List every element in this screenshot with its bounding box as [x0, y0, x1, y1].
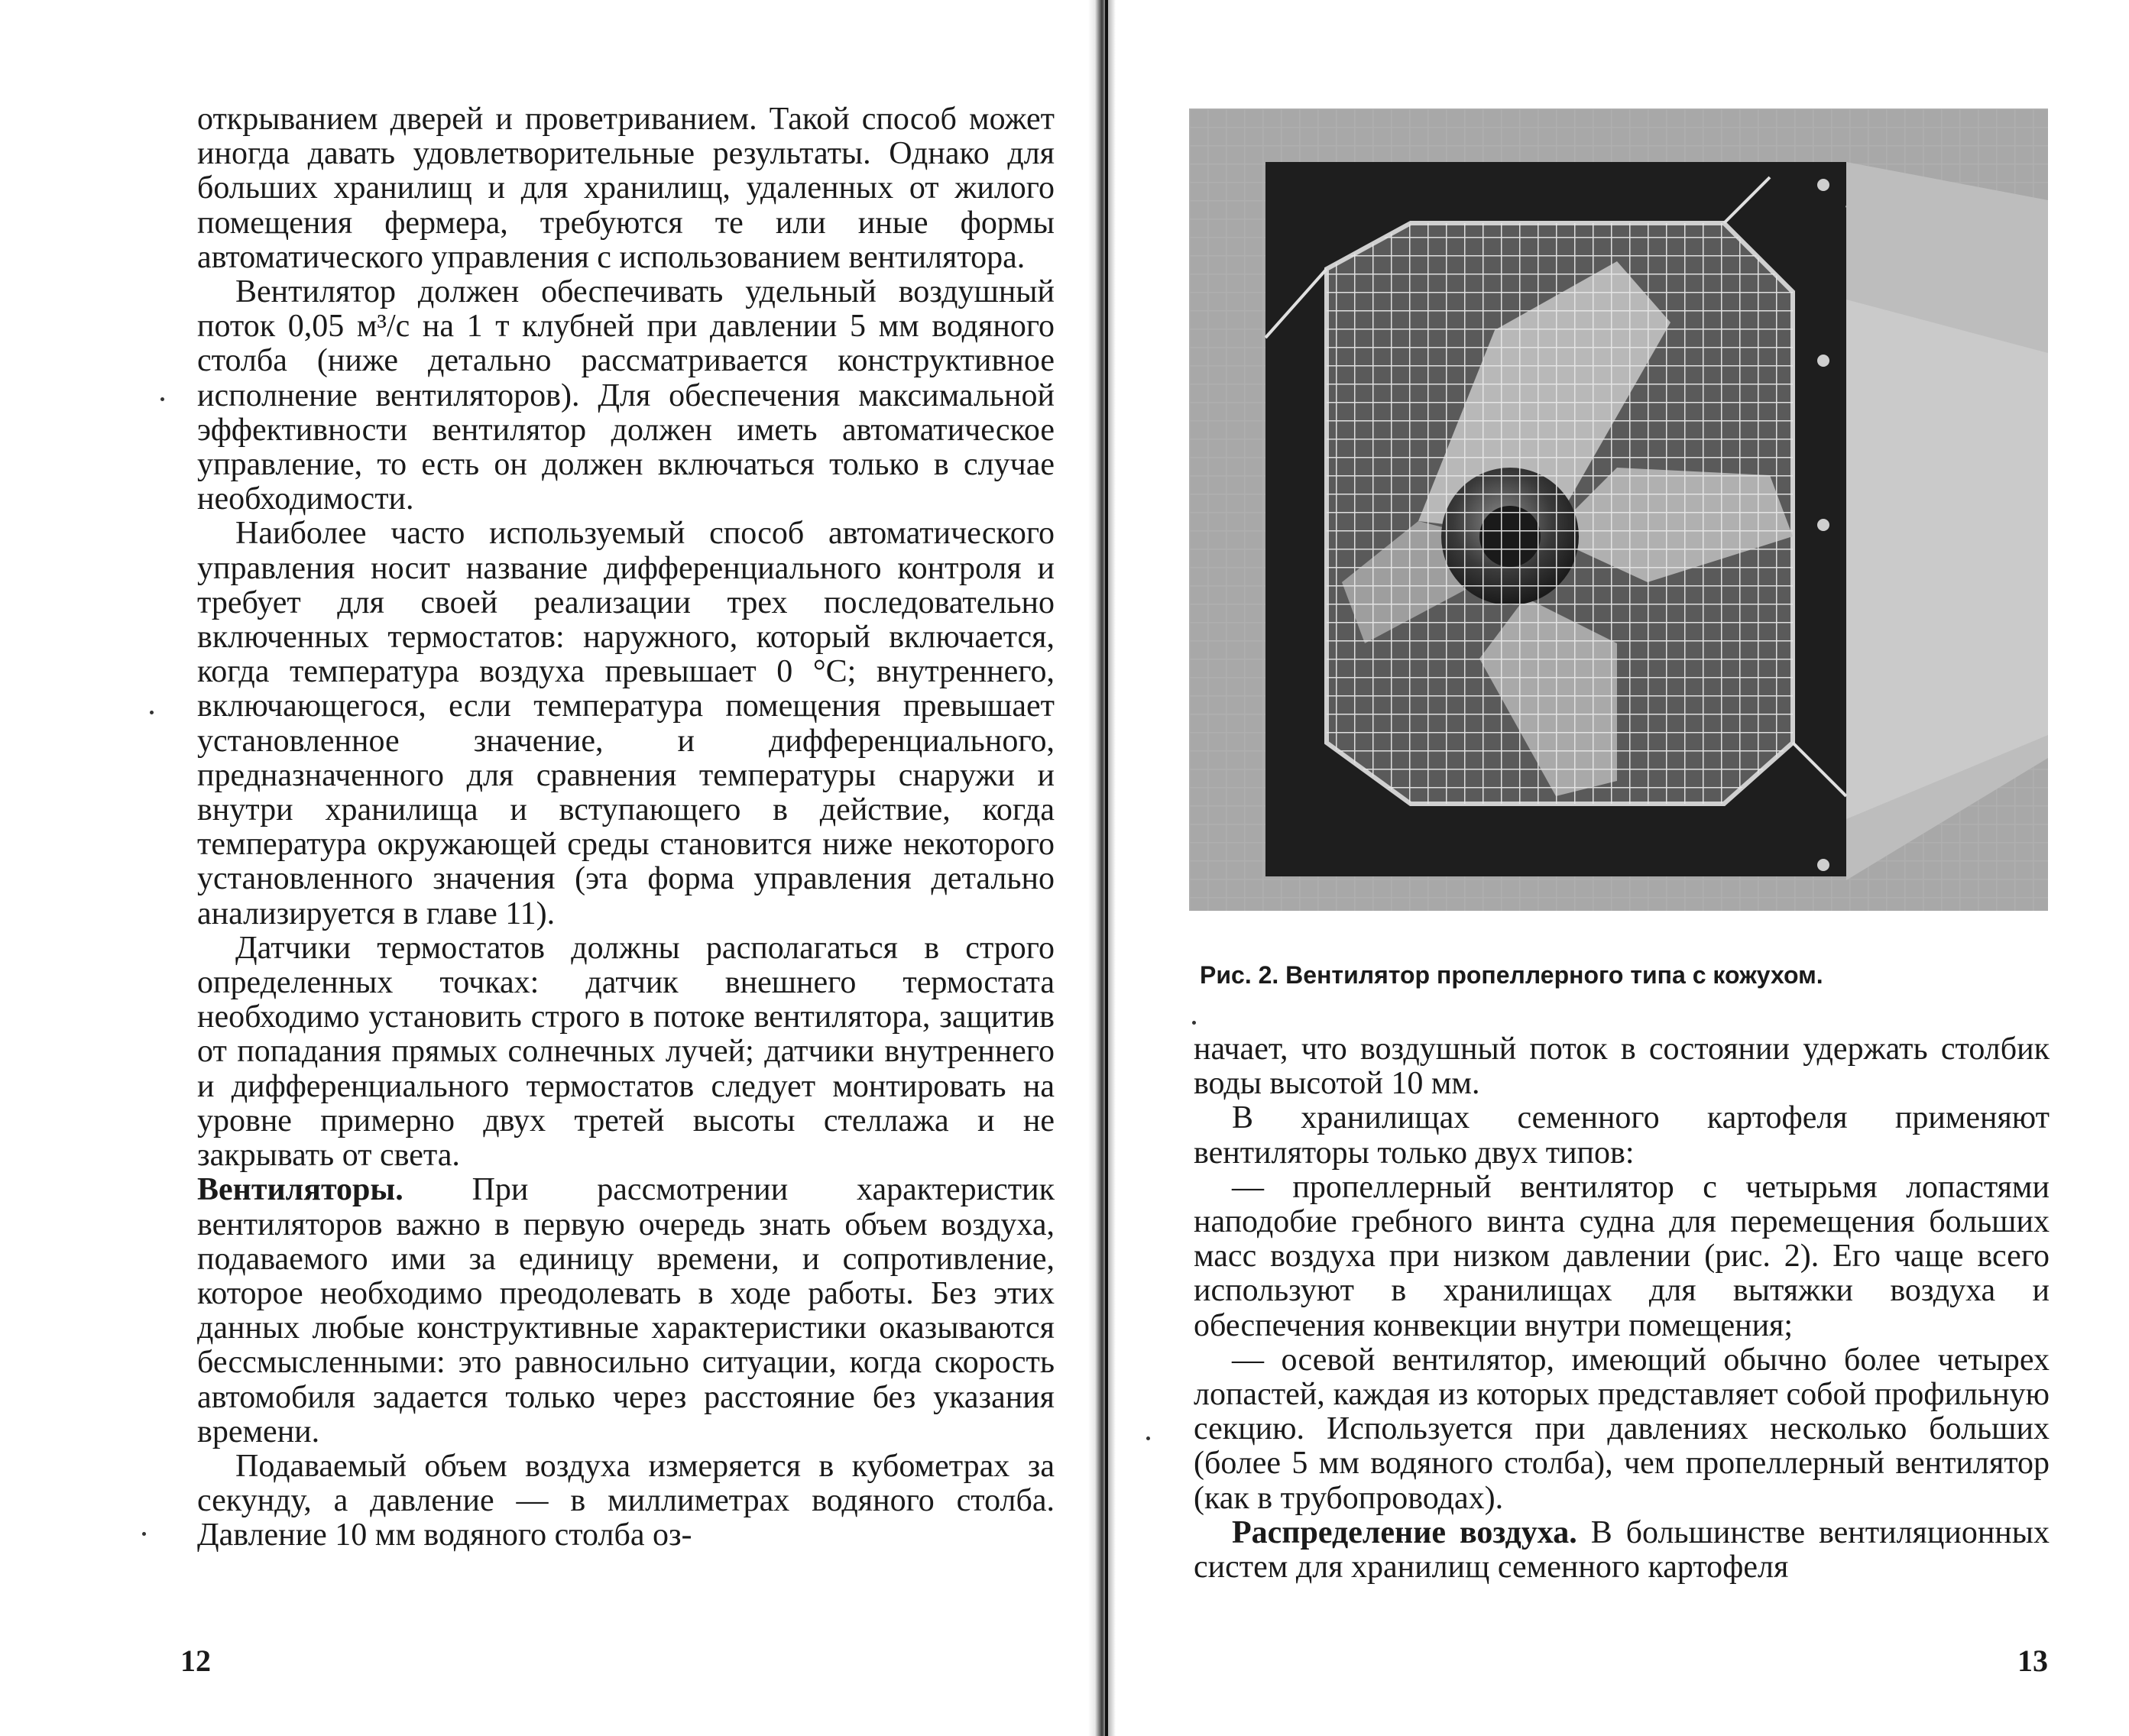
paragraph: открыванием дверей и проветриванием. Такой способ может иногда давать удовлетворительные результаты. Однако для больших хранилищ и для хранилищ, удаленных от жилого помещения фермера, требуются те или иные формы автоматического управления с использованием вентилятора.: [197, 102, 1055, 275]
figure-caption: Рис. 2. Вентилятор пропеллерного типа с кожухом.: [1200, 961, 1823, 989]
print-speck: [150, 711, 154, 714]
paragraph: Датчики термостатов должны располагаться в строго определенных точках: датчик внешнего термостата необходимо установить строго в потоке вентилятора, защитив от попадания прямых солнечных лучей; датчики внутреннего и дифференциального термостатов следует монтировать на уровне примерно двух третей высоты стеллажа и не закрывать от света.: [197, 930, 1055, 1174]
paragraph: Подаваемый объем воздуха измеряется в кубометрах за секунду, а давление — в миллиметрах водяного столба. Давление 10 мм водяного столба оз-: [197, 1448, 1055, 1553]
section-heading-fans: Вентиляторы.: [197, 1172, 403, 1208]
print-speck: [1146, 1436, 1150, 1440]
paragraph: [197, 1173, 1055, 1449]
print-speck: [142, 1532, 146, 1536]
left-page-body: [197, 102, 1055, 1553]
paragraph: [1194, 1516, 2050, 1585]
paragraph-text: При рассмотрении характеристик вентиляторов важно в первую очередь знать объем воздуха, подаваемого ими за единицу времени, и сопротивление, которое необходимо преодолевать в ходе работы. Без этих данных любые конструктивные характеристики оказываются бессмысленными: это равносильно ситуации, когда скорость автомобиля задается только через расстояние без указания времени.: [197, 1172, 1055, 1449]
right-page-body: [1194, 1032, 2050, 1585]
list-item: — осевой вентилятор, имеющий обычно более четырех лопастей, каждая из которых представляет собой профильную секцию. Используется при давлениях несколько больших (более 5 мм водяного столба), чем пропеллерный вентилятор (как в трубопроводах).: [1194, 1342, 2050, 1516]
paragraph: Вентилятор должен обеспечивать удельный воздушный поток 0,05 м³/с на 1 т клубней при давлении 5 мм водяного столба (ниже детально рассматривается конструктивное исполнение вентиляторов). Для обеспечения максимальной эффективности вентилятор должен иметь автоматическое управление, то есть он должен включаться только в случае необходимости.: [197, 274, 1055, 517]
gutter-fold-line: [1105, 0, 1108, 1736]
page-number-right: 13: [2017, 1644, 2048, 1678]
paragraph: начает, что воздушный поток в состоянии удержать столбик воды высотой 10 мм.: [1194, 1032, 2050, 1102]
print-speck: [160, 397, 164, 401]
fan-photo: [1189, 108, 2048, 911]
paragraph-text: В большинстве вентиляционных систем для хранилищ семенного картофеля: [1194, 1514, 2050, 1585]
print-speck: [1192, 1021, 1196, 1025]
book-gutter: [1088, 0, 1116, 1736]
list-item: — пропеллерный вентилятор с четырьмя лопастями наподобие гребного винта судна для перемещения больших масс воздуха при низком давлении (рис. 2). Его чаще всего используют в хранилищах для вытяжки воздуха и обеспечения конвекции внутри помещения;: [1194, 1169, 2050, 1343]
page-number-left: 12: [180, 1644, 211, 1678]
fan-illustration: [1189, 108, 2048, 911]
section-heading-air-distribution: Распределение воздуха.: [1232, 1514, 1577, 1550]
paragraph: Наиболее часто используемый способ автоматического управления носит название дифференциального контроля и требует для своей реализации трех последовательно включенных термостатов: наружного, который включается, когда температура воздуха превышает 0 °С; внутреннего, включающегося, если температура помещения превышает установленное значение, и дифференциального, предназначенного для сравнения температуры снаружи и внутри хранилища и вступающего в действие, когда температура окружающей среды становится ниже некоторого установленного значения (эта форма управления детально анализируется в главе 11).: [197, 516, 1055, 931]
paragraph: В хранилищах семенного картофеля применяют вентиляторы только двух типов:: [1194, 1100, 2050, 1171]
